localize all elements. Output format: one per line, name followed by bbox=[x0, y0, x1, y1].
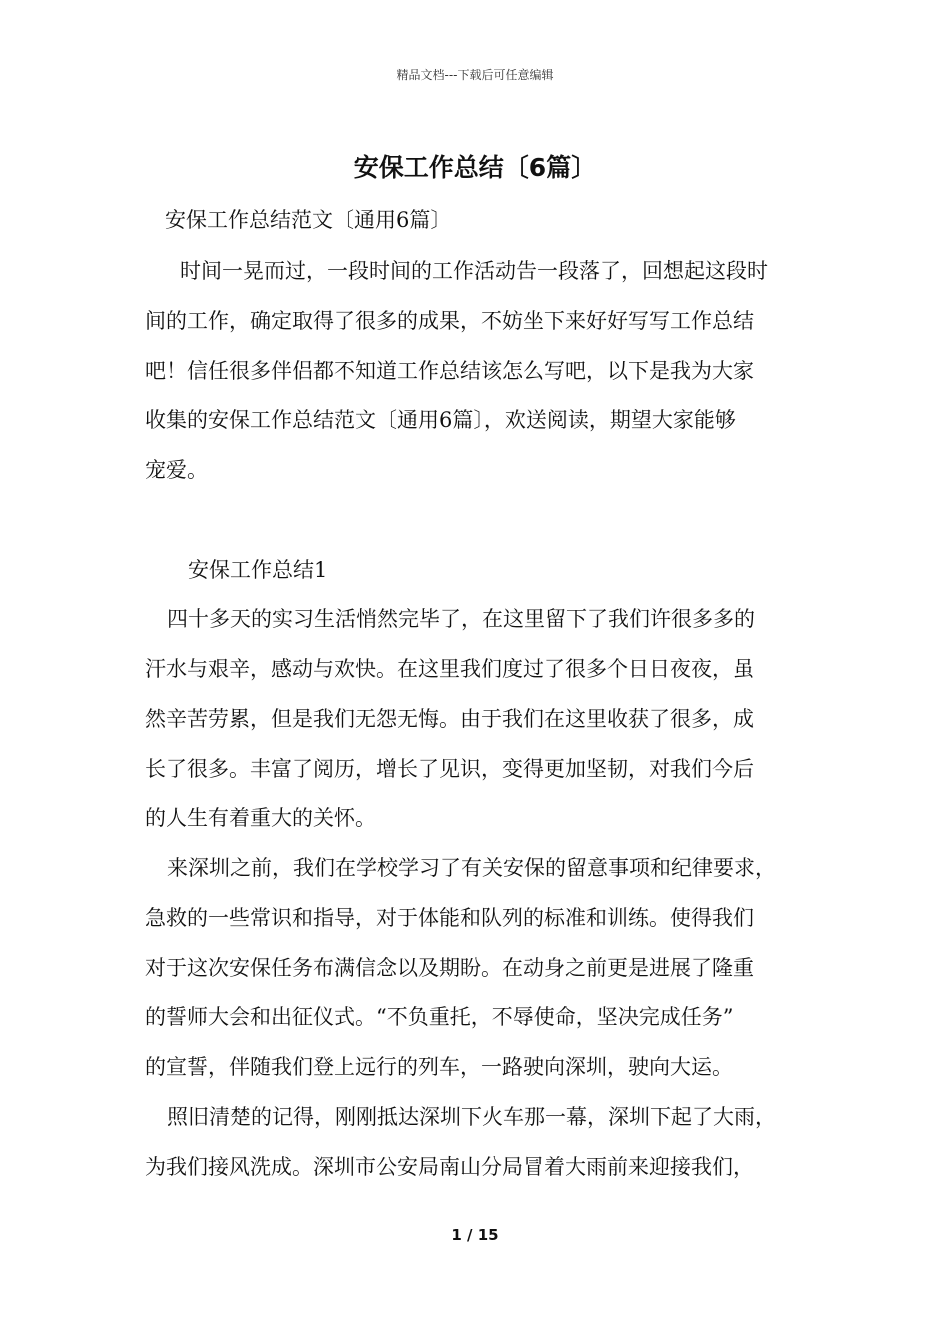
para2-line-4: 的誓师大会和出征仪式。“不负重托，不辱使命，坚决完成任务” bbox=[145, 1005, 734, 1029]
para3-line-1: 照旧清楚的记得，刚刚抵达深圳下火车那一幕，深圳下起了大雨， bbox=[167, 1105, 776, 1129]
para2-line-2: 急救的一些常识和指导，对于体能和队列的标准和训练。使得我们 bbox=[145, 906, 754, 930]
header-note: 精品文档---下载后可任意编辑 bbox=[396, 68, 554, 82]
page-indicator: 1 / 15 bbox=[451, 1226, 499, 1244]
para1-line-3: 然辛苦劳累，但是我们无怨无悔。由于我们在这里收获了很多，成 bbox=[145, 707, 754, 731]
para2-line-1: 来深圳之前，我们在学校学习了有关安保的留意事项和纪律要求， bbox=[167, 856, 776, 880]
para2-line-5: 的宣誓，伴随我们登上远行的列车，一路驶向深圳，驶向大运。 bbox=[145, 1055, 733, 1079]
intro-line-1: 时间一晃而过，一段时间的工作活动告一段落了，回想起这段时 bbox=[180, 259, 768, 283]
intro-line-3: 吧！信任很多伴侣都不知道工作总结该怎么写吧，以下是我为大家 bbox=[145, 359, 754, 383]
para2-line-3: 对于这次安保任务布满信念以及期盼。在动身之前更是进展了隆重 bbox=[145, 956, 754, 980]
para3-line-2: 为我们接风洗成。深圳市公安局南山分局冒着大雨前来迎接我们， bbox=[145, 1155, 754, 1179]
intro-line-2: 间的工作，确定取得了很多的成果，不妨坐下来好好写写工作总结 bbox=[145, 309, 754, 333]
intro-line-4: 收集的安保工作总结范文〔通用6篇〕，欢送阅读，期望大家能够 bbox=[145, 408, 736, 432]
para1-line-5: 的人生有着重大的关怀。 bbox=[145, 806, 376, 830]
para1-line-1: 四十多天的实习生活悄然完毕了，在这里留下了我们许很多多的 bbox=[167, 607, 755, 631]
section-heading: 安保工作总结1 bbox=[188, 558, 328, 582]
para1-line-4: 长了很多。丰富了阅历，增长了见识，变得更加坚韧，对我们今后 bbox=[145, 757, 754, 781]
para1-line-2: 汗水与艰辛，感动与欢快。在这里我们度过了很多个日日夜夜，虽 bbox=[145, 657, 754, 681]
document-title: 安保工作总结〔6篇〕 bbox=[353, 153, 597, 182]
intro-line-5: 宠爱。 bbox=[145, 458, 208, 482]
document-subtitle: 安保工作总结范文〔通用6篇〕 bbox=[165, 208, 452, 232]
